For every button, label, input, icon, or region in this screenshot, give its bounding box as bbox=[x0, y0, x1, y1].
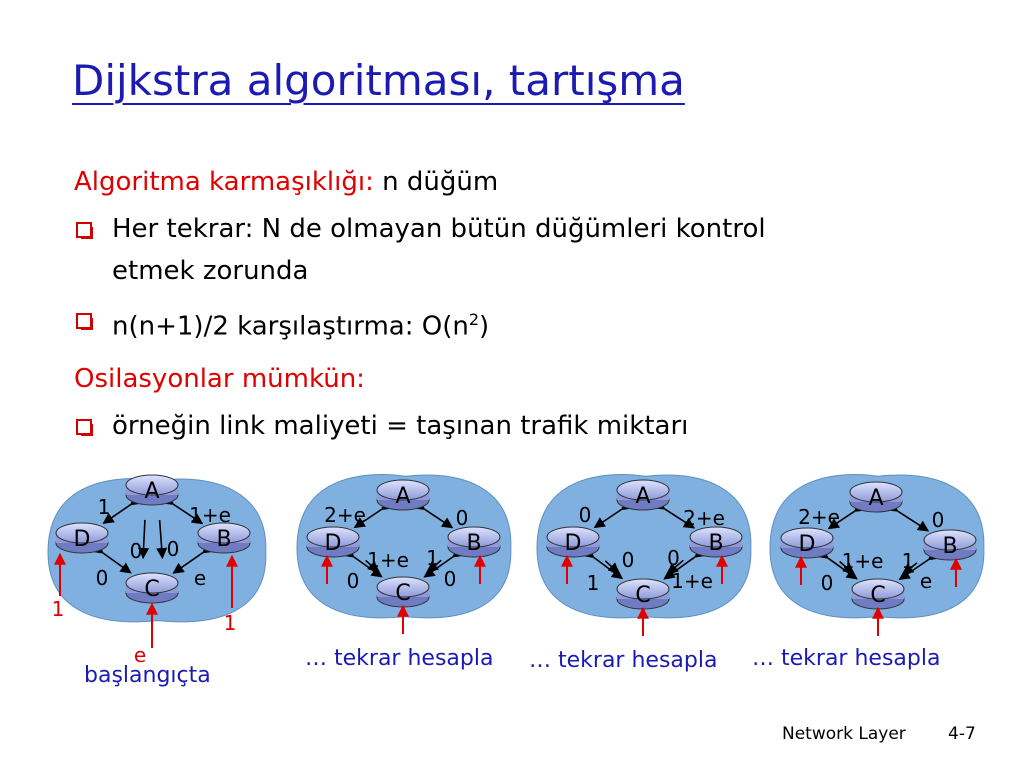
bullet-link-cost: örneğin link maliyeti = taşınan trafik miktarı bbox=[112, 411, 689, 441]
comparisons-text: n(n+1)/2 karşılaştırma: O(n bbox=[112, 311, 469, 342]
footer-page: 4-7 bbox=[948, 724, 976, 744]
node-label-D: D bbox=[324, 531, 342, 556]
bullet-every-iteration-cont: etmek zorunda bbox=[112, 256, 309, 286]
node-label-C: C bbox=[635, 583, 651, 608]
node-label-B: B bbox=[216, 527, 232, 552]
router-D bbox=[307, 527, 359, 557]
cost-AC-right: 0 bbox=[166, 537, 180, 561]
cost-DC: 0 bbox=[95, 566, 109, 590]
cost-AB: 0 bbox=[931, 508, 945, 532]
footer-label: Network Layer bbox=[782, 724, 906, 744]
cost-BC-inner: 1 bbox=[901, 549, 915, 573]
comparisons-close: ) bbox=[479, 311, 490, 342]
node-label-A: A bbox=[144, 479, 160, 504]
node-label-B: B bbox=[708, 531, 724, 556]
router-A bbox=[850, 482, 902, 512]
cost-BC: 0 bbox=[443, 567, 457, 591]
cost-AC-left: 0 bbox=[129, 539, 143, 563]
complexity-heading-value: n düğüm bbox=[373, 167, 499, 197]
cost-BC: e bbox=[919, 569, 933, 593]
node-label-A: A bbox=[635, 484, 651, 509]
cost-DC: 1 bbox=[586, 571, 600, 595]
slide-title: Dijkstra algoritması, tartışma bbox=[72, 56, 685, 105]
cost-AD: 2+e bbox=[798, 505, 840, 529]
network-initial bbox=[48, 475, 266, 667]
node-label-A: A bbox=[868, 486, 884, 511]
node-label-C: C bbox=[395, 581, 411, 606]
router-D bbox=[56, 523, 108, 553]
cost-AB: 2+e bbox=[683, 506, 725, 530]
comparisons-exponent: 2 bbox=[468, 310, 480, 329]
node-label-D: D bbox=[798, 532, 816, 557]
router-C bbox=[377, 577, 429, 607]
network-recompute-2 bbox=[537, 475, 751, 636]
cost-AD: 2+e bbox=[324, 503, 366, 527]
cost-BC-inner: 1 bbox=[426, 546, 439, 570]
node-label-B: B bbox=[942, 534, 958, 559]
cost-BC: 1+e bbox=[671, 569, 713, 593]
cost-AB: 1+e bbox=[189, 503, 231, 527]
router-B bbox=[690, 527, 742, 557]
router-B bbox=[198, 523, 250, 553]
cost-DC: 0 bbox=[820, 571, 834, 595]
router-C bbox=[852, 579, 904, 609]
caption-recompute-2: … tekrar hesapla bbox=[529, 648, 718, 673]
node-label-B: B bbox=[466, 531, 482, 556]
node-label-C: C bbox=[870, 583, 886, 608]
router-B bbox=[924, 530, 976, 560]
cost-BC: e bbox=[193, 566, 207, 590]
router-A bbox=[617, 480, 669, 510]
node-label-C: C bbox=[144, 577, 160, 602]
router-A bbox=[126, 475, 178, 505]
external-load-D: 1 bbox=[51, 597, 65, 621]
caption-recompute-3: … tekrar hesapla bbox=[752, 646, 941, 671]
caption-recompute-1: … tekrar hesapla bbox=[305, 646, 494, 671]
caption-initially: başlangıçta bbox=[84, 663, 211, 688]
router-A bbox=[377, 480, 429, 510]
router-C bbox=[126, 573, 178, 603]
node-label-A: A bbox=[395, 484, 411, 509]
router-D bbox=[547, 527, 599, 557]
external-load-C: e bbox=[133, 643, 147, 667]
node-label-D: D bbox=[564, 531, 582, 556]
complexity-heading-label: Algoritma karmaşıklığı: bbox=[74, 167, 374, 197]
network-recompute-3 bbox=[770, 475, 984, 636]
cost-BC-inner: 0 bbox=[667, 546, 680, 570]
cost-AB: 0 bbox=[455, 506, 469, 530]
oscillation-heading: Osilasyonlar mümkün: bbox=[74, 364, 365, 394]
cost-DC-inner: 0 bbox=[621, 548, 635, 572]
cost-DC-inner: 1+e bbox=[841, 549, 884, 573]
router-D bbox=[781, 528, 833, 558]
node-label-D: D bbox=[73, 527, 91, 552]
bullet-every-iteration: Her tekrar: N de olmayan bütün düğümleri kontrol bbox=[112, 214, 766, 244]
cost-DC-inner: 1+e bbox=[367, 548, 409, 572]
cost-AD: 0 bbox=[578, 503, 592, 527]
network-recompute-1 bbox=[297, 475, 511, 634]
cost-DC: 0 bbox=[346, 569, 360, 593]
cost-AD: 1 bbox=[97, 495, 111, 519]
external-load-B: 1 bbox=[223, 611, 237, 635]
router-B bbox=[448, 527, 500, 557]
router-C bbox=[617, 579, 669, 609]
